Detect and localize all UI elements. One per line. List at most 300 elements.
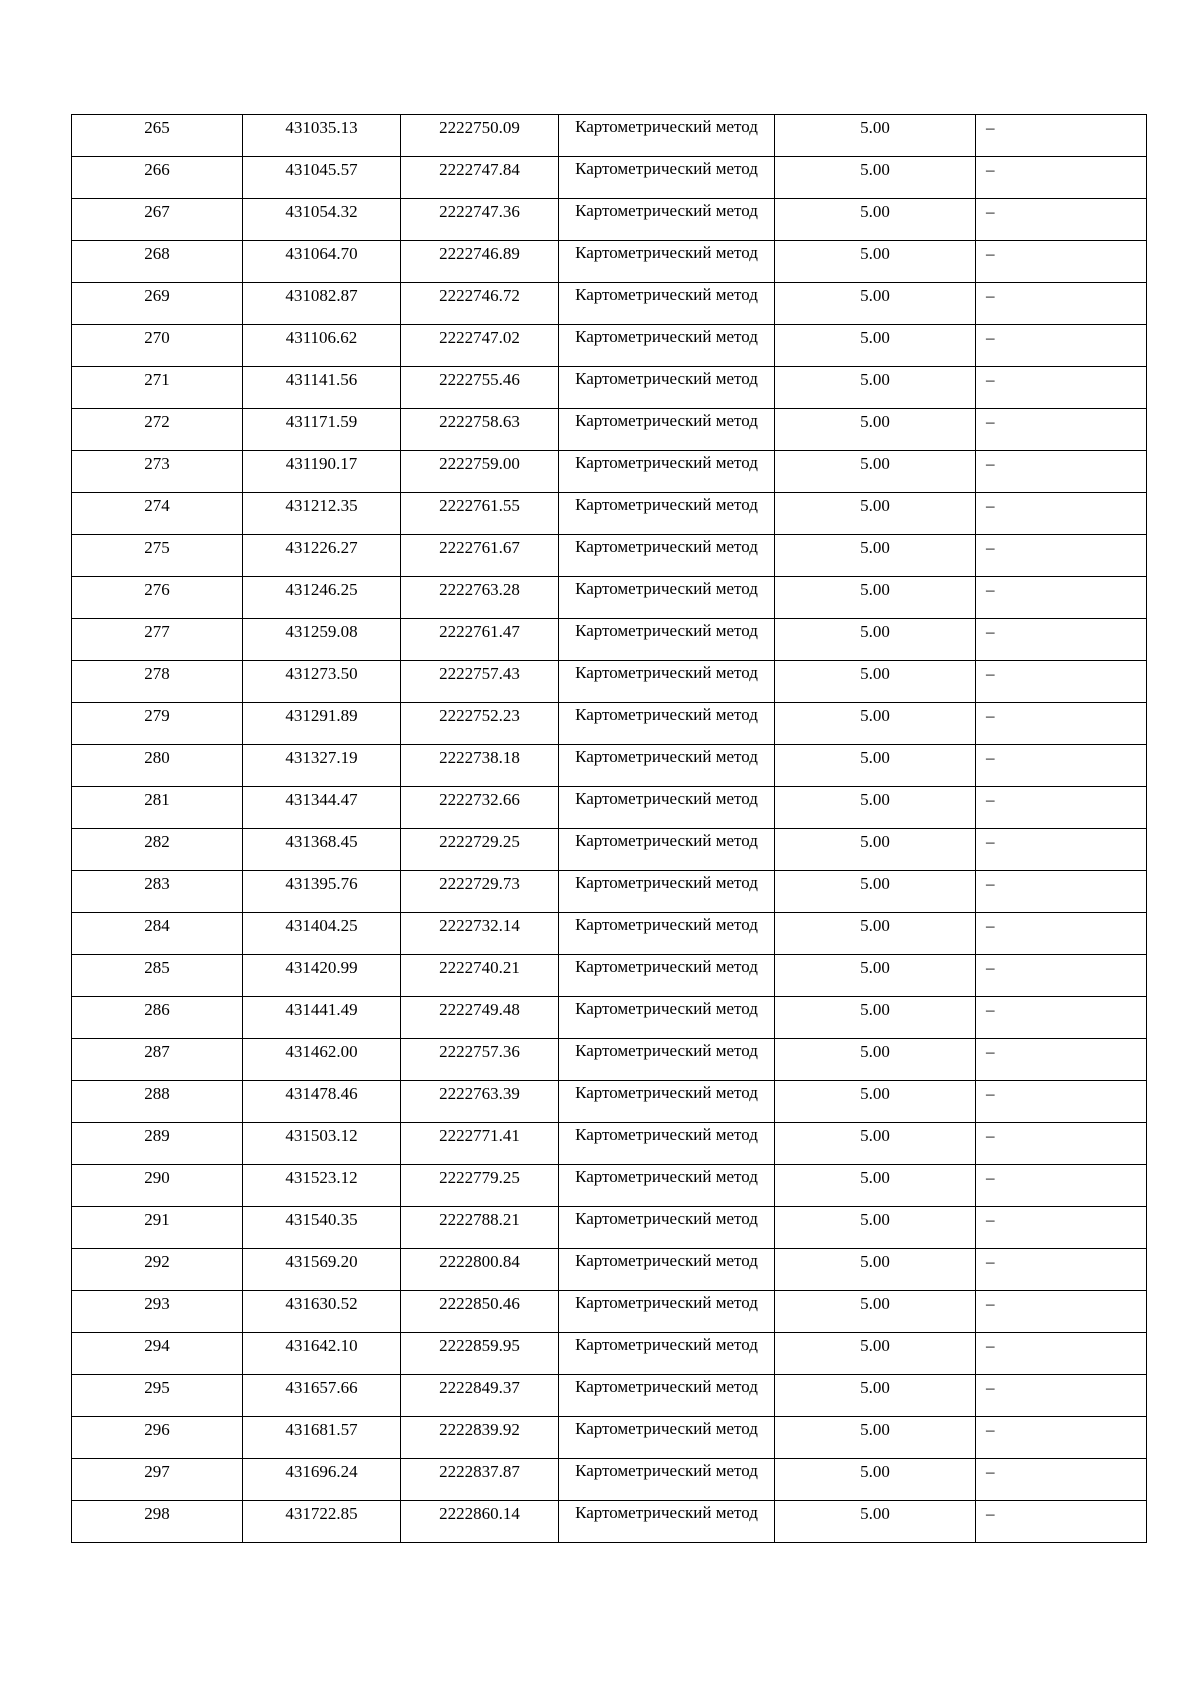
note-text: – — [986, 286, 995, 305]
note-cell — [976, 1501, 1147, 1543]
y-coordinate-cell — [401, 871, 559, 913]
note-text: – — [986, 874, 995, 893]
accuracy-text: 5.00 — [860, 1294, 890, 1313]
accuracy-cell — [775, 703, 976, 745]
note-cell — [976, 829, 1147, 871]
x-coordinate-cell — [243, 871, 401, 913]
y-coordinate-cell — [401, 1375, 559, 1417]
x-coordinate-cell — [243, 997, 401, 1039]
y-coordinate-text: 2222758.63 — [439, 412, 520, 431]
x-coordinate-text: 431273.50 — [285, 664, 358, 683]
method-cell — [559, 1417, 775, 1459]
method-text: Картометрический метод — [575, 1167, 758, 1186]
y-coordinate-cell — [401, 367, 559, 409]
method-cell — [559, 577, 775, 619]
note-cell — [976, 241, 1147, 283]
y-coordinate-text: 2222788.21 — [439, 1210, 520, 1229]
note-text: – — [986, 1084, 995, 1103]
point-number-cell — [72, 787, 243, 829]
y-coordinate-text: 2222740.21 — [439, 958, 520, 977]
point-number-cell — [72, 493, 243, 535]
accuracy-cell — [775, 871, 976, 913]
accuracy-text: 5.00 — [860, 874, 890, 893]
table-row — [72, 787, 1147, 829]
table-row — [72, 115, 1147, 157]
note-text: – — [986, 1420, 995, 1439]
accuracy-cell — [775, 1333, 976, 1375]
x-coordinate-cell — [243, 787, 401, 829]
method-cell — [559, 703, 775, 745]
point-number-text: 266 — [144, 160, 170, 179]
note-text: – — [986, 496, 995, 515]
table-row — [72, 955, 1147, 997]
accuracy-text: 5.00 — [860, 1420, 890, 1439]
note-cell — [976, 577, 1147, 619]
y-coordinate-cell — [401, 1081, 559, 1123]
y-coordinate-text: 2222763.39 — [439, 1084, 520, 1103]
method-cell — [559, 997, 775, 1039]
method-text: Картометрический метод — [575, 1377, 758, 1396]
method-text: Картометрический метод — [575, 789, 758, 808]
x-coordinate-cell — [243, 1207, 401, 1249]
note-cell — [976, 367, 1147, 409]
note-cell — [976, 955, 1147, 997]
method-cell — [559, 199, 775, 241]
table-row — [72, 1039, 1147, 1081]
x-coordinate-cell — [243, 283, 401, 325]
note-cell — [976, 493, 1147, 535]
method-cell — [559, 871, 775, 913]
table-row — [72, 997, 1147, 1039]
point-number-text: 284 — [144, 916, 170, 935]
y-coordinate-text: 2222729.25 — [439, 832, 520, 851]
point-number-text: 294 — [144, 1336, 170, 1355]
accuracy-cell — [775, 745, 976, 787]
table-row — [72, 1333, 1147, 1375]
note-text: – — [986, 1378, 995, 1397]
method-cell — [559, 1123, 775, 1165]
x-coordinate-cell — [243, 1165, 401, 1207]
note-cell — [976, 409, 1147, 451]
note-text: – — [986, 538, 995, 557]
point-number-text: 274 — [144, 496, 170, 515]
accuracy-cell — [775, 661, 976, 703]
y-coordinate-text: 2222757.36 — [439, 1042, 520, 1061]
y-coordinate-cell — [401, 199, 559, 241]
method-cell — [559, 1459, 775, 1501]
method-text: Картометрический метод — [575, 411, 758, 430]
x-coordinate-cell — [243, 703, 401, 745]
y-coordinate-cell — [401, 493, 559, 535]
accuracy-text: 5.00 — [860, 454, 890, 473]
x-coordinate-cell — [243, 829, 401, 871]
note-cell — [976, 283, 1147, 325]
note-cell — [976, 1333, 1147, 1375]
accuracy-text: 5.00 — [860, 1504, 890, 1523]
method-cell — [559, 409, 775, 451]
method-text: Картометрический метод — [575, 999, 758, 1018]
point-number-text: 295 — [144, 1378, 170, 1397]
point-number-text: 270 — [144, 328, 170, 347]
point-number-text: 283 — [144, 874, 170, 893]
note-text: – — [986, 1168, 995, 1187]
method-text: Картометрический метод — [575, 369, 758, 388]
method-cell — [559, 913, 775, 955]
y-coordinate-text: 2222750.09 — [439, 118, 520, 137]
point-number-text: 267 — [144, 202, 170, 221]
y-coordinate-text: 2222761.47 — [439, 622, 520, 641]
x-coordinate-text: 431478.46 — [285, 1084, 358, 1103]
x-coordinate-text: 431141.56 — [285, 370, 358, 389]
accuracy-cell — [775, 1291, 976, 1333]
method-cell — [559, 661, 775, 703]
point-number-text: 282 — [144, 832, 170, 851]
y-coordinate-cell — [401, 1249, 559, 1291]
point-number-cell — [72, 577, 243, 619]
x-coordinate-text: 431035.13 — [285, 118, 358, 137]
point-number-cell — [72, 1459, 243, 1501]
method-text: Картометрический метод — [575, 1419, 758, 1438]
y-coordinate-cell — [401, 1417, 559, 1459]
point-number-text: 278 — [144, 664, 170, 683]
x-coordinate-text: 431395.76 — [285, 874, 358, 893]
method-cell — [559, 157, 775, 199]
note-cell — [976, 1039, 1147, 1081]
note-cell — [976, 1123, 1147, 1165]
x-coordinate-text: 431171.59 — [285, 412, 358, 431]
point-number-cell — [72, 619, 243, 661]
point-number-text: 268 — [144, 244, 170, 263]
y-coordinate-cell — [401, 325, 559, 367]
point-number-text: 273 — [144, 454, 170, 473]
note-text: – — [986, 916, 995, 935]
y-coordinate-text: 2222771.41 — [439, 1126, 520, 1145]
point-number-text: 271 — [144, 370, 170, 389]
x-coordinate-text: 431523.12 — [285, 1168, 358, 1187]
accuracy-text: 5.00 — [860, 286, 890, 305]
y-coordinate-text: 2222747.02 — [439, 328, 520, 347]
accuracy-text: 5.00 — [860, 1462, 890, 1481]
y-coordinate-text: 2222837.87 — [439, 1462, 520, 1481]
x-coordinate-text: 431657.66 — [285, 1378, 358, 1397]
point-number-cell — [72, 115, 243, 157]
y-coordinate-text: 2222860.14 — [439, 1504, 520, 1523]
accuracy-text: 5.00 — [860, 1000, 890, 1019]
x-coordinate-text: 431368.45 — [285, 832, 358, 851]
accuracy-cell — [775, 913, 976, 955]
note-text: – — [986, 706, 995, 725]
x-coordinate-cell — [243, 1375, 401, 1417]
accuracy-text: 5.00 — [860, 1042, 890, 1061]
y-coordinate-cell — [401, 1039, 559, 1081]
note-cell — [976, 115, 1147, 157]
x-coordinate-text: 431681.57 — [285, 1420, 358, 1439]
x-coordinate-cell — [243, 241, 401, 283]
method-cell — [559, 745, 775, 787]
y-coordinate-text: 2222729.73 — [439, 874, 520, 893]
y-coordinate-text: 2222859.95 — [439, 1336, 520, 1355]
y-coordinate-cell — [401, 661, 559, 703]
y-coordinate-text: 2222850.46 — [439, 1294, 520, 1313]
accuracy-text: 5.00 — [860, 244, 890, 263]
x-coordinate-cell — [243, 1333, 401, 1375]
x-coordinate-cell — [243, 913, 401, 955]
note-text: – — [986, 748, 995, 767]
note-cell — [976, 325, 1147, 367]
point-number-cell — [72, 1081, 243, 1123]
method-text: Картометрический метод — [575, 537, 758, 556]
y-coordinate-cell — [401, 1165, 559, 1207]
x-coordinate-text: 431054.32 — [285, 202, 358, 221]
table-row — [72, 535, 1147, 577]
point-number-text: 279 — [144, 706, 170, 725]
method-cell — [559, 1501, 775, 1543]
accuracy-cell — [775, 199, 976, 241]
accuracy-text: 5.00 — [860, 1168, 890, 1187]
point-number-cell — [72, 1123, 243, 1165]
method-text: Картометрический метод — [575, 1125, 758, 1144]
point-number-cell — [72, 1417, 243, 1459]
table-row — [72, 199, 1147, 241]
accuracy-text: 5.00 — [860, 664, 890, 683]
point-number-cell — [72, 913, 243, 955]
point-number-cell — [72, 955, 243, 997]
method-text: Картометрический метод — [575, 663, 758, 682]
x-coordinate-cell — [243, 1501, 401, 1543]
point-number-text: 288 — [144, 1084, 170, 1103]
x-coordinate-cell — [243, 115, 401, 157]
point-number-cell — [72, 703, 243, 745]
method-text: Картометрический метод — [575, 243, 758, 262]
accuracy-text: 5.00 — [860, 790, 890, 809]
y-coordinate-cell — [401, 577, 559, 619]
table-row — [72, 1291, 1147, 1333]
x-coordinate-cell — [243, 577, 401, 619]
point-number-cell — [72, 1249, 243, 1291]
y-coordinate-cell — [401, 997, 559, 1039]
x-coordinate-text: 431212.35 — [285, 496, 358, 515]
y-coordinate-cell — [401, 1123, 559, 1165]
table-row — [72, 241, 1147, 283]
accuracy-text: 5.00 — [860, 202, 890, 221]
method-text: Картометрический метод — [575, 117, 758, 136]
accuracy-cell — [775, 1081, 976, 1123]
x-coordinate-cell — [243, 493, 401, 535]
x-coordinate-text: 431642.10 — [285, 1336, 358, 1355]
point-number-cell — [72, 1039, 243, 1081]
accuracy-text: 5.00 — [860, 958, 890, 977]
accuracy-cell — [775, 1249, 976, 1291]
accuracy-text: 5.00 — [860, 1084, 890, 1103]
point-number-cell — [72, 1333, 243, 1375]
x-coordinate-cell — [243, 1291, 401, 1333]
accuracy-cell — [775, 451, 976, 493]
note-text: – — [986, 1294, 995, 1313]
x-coordinate-text: 431226.27 — [285, 538, 358, 557]
point-number-cell — [72, 745, 243, 787]
x-coordinate-text: 431045.57 — [285, 160, 358, 179]
note-text: – — [986, 412, 995, 431]
note-cell — [976, 1459, 1147, 1501]
accuracy-text: 5.00 — [860, 1378, 890, 1397]
accuracy-cell — [775, 409, 976, 451]
method-cell — [559, 1291, 775, 1333]
method-text: Картометрический метод — [575, 747, 758, 766]
accuracy-text: 5.00 — [860, 1126, 890, 1145]
x-coordinate-cell — [243, 1081, 401, 1123]
point-number-cell — [72, 1165, 243, 1207]
x-coordinate-text: 431246.25 — [285, 580, 358, 599]
point-number-text: 293 — [144, 1294, 170, 1313]
point-number-text: 280 — [144, 748, 170, 767]
y-coordinate-cell — [401, 619, 559, 661]
table-row — [72, 157, 1147, 199]
table-row — [72, 703, 1147, 745]
point-number-cell — [72, 829, 243, 871]
y-coordinate-cell — [401, 1459, 559, 1501]
note-cell — [976, 787, 1147, 829]
accuracy-text: 5.00 — [860, 916, 890, 935]
accuracy-cell — [775, 283, 976, 325]
note-text: – — [986, 958, 995, 977]
x-coordinate-cell — [243, 409, 401, 451]
accuracy-text: 5.00 — [860, 832, 890, 851]
y-coordinate-cell — [401, 283, 559, 325]
table-row — [72, 745, 1147, 787]
y-coordinate-text: 2222849.37 — [439, 1378, 520, 1397]
y-coordinate-text: 2222747.36 — [439, 202, 520, 221]
x-coordinate-text: 431540.35 — [285, 1210, 358, 1229]
note-cell — [976, 1291, 1147, 1333]
note-cell — [976, 871, 1147, 913]
accuracy-cell — [775, 1501, 976, 1543]
note-cell — [976, 703, 1147, 745]
note-cell — [976, 1165, 1147, 1207]
method-text: Картометрический метод — [575, 1335, 758, 1354]
y-coordinate-cell — [401, 157, 559, 199]
table-row — [72, 1501, 1147, 1543]
accuracy-text: 5.00 — [860, 160, 890, 179]
accuracy-cell — [775, 1417, 976, 1459]
point-number-cell — [72, 1207, 243, 1249]
accuracy-text: 5.00 — [860, 538, 890, 557]
method-text: Картометрический метод — [575, 621, 758, 640]
x-coordinate-text: 431462.00 — [285, 1042, 358, 1061]
point-number-text: 290 — [144, 1168, 170, 1187]
point-number-cell — [72, 997, 243, 1039]
y-coordinate-cell — [401, 1333, 559, 1375]
note-text: – — [986, 1336, 995, 1355]
x-coordinate-text: 431630.52 — [285, 1294, 358, 1313]
table-row — [72, 493, 1147, 535]
point-number-text: 269 — [144, 286, 170, 305]
method-text: Картометрический метод — [575, 579, 758, 598]
accuracy-cell — [775, 367, 976, 409]
x-coordinate-text: 431722.85 — [285, 1504, 358, 1523]
point-number-cell — [72, 199, 243, 241]
method-cell — [559, 1333, 775, 1375]
method-cell — [559, 619, 775, 661]
note-text: – — [986, 1462, 995, 1481]
method-text: Картометрический метод — [575, 915, 758, 934]
y-coordinate-cell — [401, 535, 559, 577]
point-number-cell — [72, 871, 243, 913]
method-cell — [559, 367, 775, 409]
accuracy-cell — [775, 955, 976, 997]
note-cell — [976, 535, 1147, 577]
method-text: Картометрический метод — [575, 1251, 758, 1270]
note-cell — [976, 1207, 1147, 1249]
note-text: – — [986, 580, 995, 599]
accuracy-cell — [775, 1375, 976, 1417]
accuracy-cell — [775, 157, 976, 199]
note-cell — [976, 913, 1147, 955]
table-row — [72, 451, 1147, 493]
x-coordinate-cell — [243, 199, 401, 241]
note-text: – — [986, 328, 995, 347]
x-coordinate-cell — [243, 619, 401, 661]
y-coordinate-text: 2222763.28 — [439, 580, 520, 599]
accuracy-cell — [775, 997, 976, 1039]
point-number-text: 291 — [144, 1210, 170, 1229]
y-coordinate-cell — [401, 913, 559, 955]
note-cell — [976, 745, 1147, 787]
table-row — [72, 409, 1147, 451]
x-coordinate-cell — [243, 661, 401, 703]
point-number-cell — [72, 451, 243, 493]
method-cell — [559, 241, 775, 283]
method-cell — [559, 535, 775, 577]
method-cell — [559, 451, 775, 493]
y-coordinate-text: 2222747.84 — [439, 160, 520, 179]
table-row — [72, 1081, 1147, 1123]
coordinates-table — [71, 114, 1147, 1543]
note-text: – — [986, 1042, 995, 1061]
note-cell — [976, 1081, 1147, 1123]
accuracy-cell — [775, 1459, 976, 1501]
method-text: Картометрический метод — [575, 831, 758, 850]
point-number-cell — [72, 535, 243, 577]
table-body — [72, 115, 1147, 1543]
point-number-text: 292 — [144, 1252, 170, 1271]
point-number-cell — [72, 283, 243, 325]
accuracy-cell — [775, 829, 976, 871]
y-coordinate-text: 2222746.72 — [439, 286, 520, 305]
method-text: Картометрический метод — [575, 327, 758, 346]
x-coordinate-text: 431404.25 — [285, 916, 358, 935]
y-coordinate-text: 2222761.55 — [439, 496, 520, 515]
point-number-text: 276 — [144, 580, 170, 599]
accuracy-text: 5.00 — [860, 328, 890, 347]
y-coordinate-text: 2222839.92 — [439, 1420, 520, 1439]
point-number-cell — [72, 241, 243, 283]
accuracy-text: 5.00 — [860, 1336, 890, 1355]
note-cell — [976, 1375, 1147, 1417]
note-text: – — [986, 454, 995, 473]
x-coordinate-cell — [243, 157, 401, 199]
table-row — [72, 1207, 1147, 1249]
y-coordinate-cell — [401, 829, 559, 871]
method-text: Картометрический метод — [575, 1461, 758, 1480]
method-cell — [559, 493, 775, 535]
y-coordinate-text: 2222738.18 — [439, 748, 520, 767]
y-coordinate-cell — [401, 451, 559, 493]
accuracy-cell — [775, 493, 976, 535]
accuracy-cell — [775, 115, 976, 157]
point-number-text: 286 — [144, 1000, 170, 1019]
accuracy-text: 5.00 — [860, 1210, 890, 1229]
point-number-text: 272 — [144, 412, 170, 431]
